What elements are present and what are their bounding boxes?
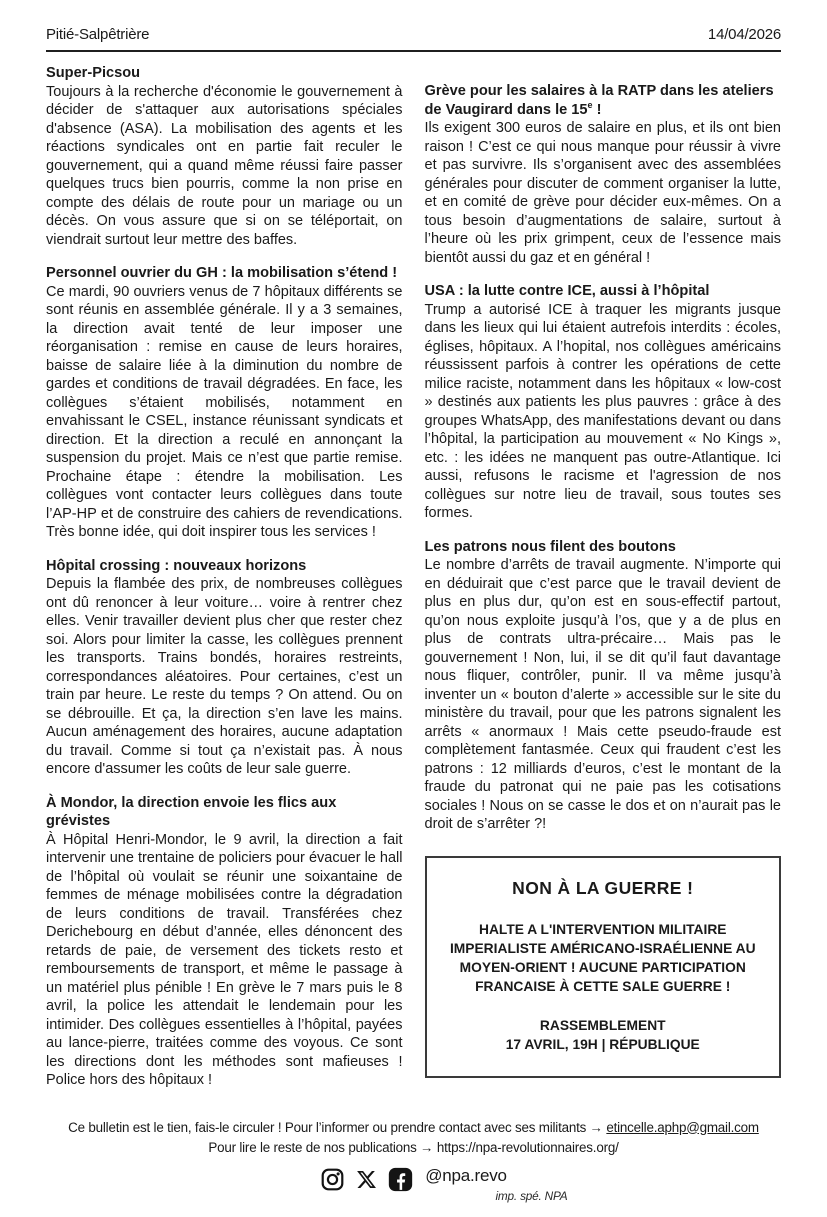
superscript-e: e <box>587 99 593 110</box>
social-icons <box>320 1165 413 1192</box>
left-column <box>46 64 403 1105</box>
section-body: Toujours à la recherche d'économie le gouvernement à décider de s'attaquer aux autorisations spéciales d'absence (ASA). La mobilisation des agents et les réactions syndicales ont en partie fait reculer le gouvernement, qui a quand même réussi faire passer quelques trucs bien pourris, comme la non prise en compte des délais de route pour un mariage ou un décès. On vous assure que si on se téléportait, on viendrait surtout leur mettre des baffes. <box>46 83 403 248</box>
news-section-ratp <box>425 82 782 267</box>
news-section-usa-ice <box>425 282 782 523</box>
war-box-rally <box>439 1016 768 1054</box>
section-body: Ce mardi, 90 ouvriers venus de 7 hôpitaux différents se sont réunis en assemblée générale. Il y a 3 semaines, la direction avait tenté de leur imposer une réorganisation : remise en cause de leurs horaires, baisse de salaire liée à la diminution du nombre de gardes et conditions de travail dégradées. En face, les collègues s’étaient mobilisés, notamment en envahissant le CSEL, instance réunissant syndicats et direction. Et la direction a reculé en annonçant la suspension du projet. Mais ce n’est que partie remise. Prochaine étape : étendre la mobilisation. Les collègues vont contacter leurs collègues dans toute l’AP-HP et de construire des cahiers de revendications. Très bonne idée, qui doit inspirer tous les services ! <box>46 283 403 540</box>
rally-date-place: 17 AVRIL, 19H | RÉPUBLIQUE <box>505 1036 700 1052</box>
right-column <box>425 64 782 1105</box>
news-section-patrons <box>425 538 782 834</box>
section-heading: Hôpital crossing : nouveaux horizons <box>46 557 307 574</box>
facebook-icon[interactable] <box>388 1167 413 1192</box>
section-body: Ils exigent 300 euros de salaire en plus, et ils ont bien raison ! C’est ce qui nous manque pour réussir à vivre et pas survivre. Ils s’organisent avec des assemblées générales pour discuter de comment organiser la lutte, et en comité de grève pour décider eux-mêmes. On a tous besoin d’augmentations de salaire, surtout à l’heure où les prix grimpent, ceux de l’essence mais bientôt aussi du gaz et en général ! <box>424 120 781 266</box>
war-box-title: NON À LA GUERRE ! <box>512 877 694 898</box>
section-heading: Les patrons nous filent des boutons <box>424 538 676 555</box>
social-handle: @npa.revo <box>425 1165 507 1185</box>
section-body: Trump a autorisé ICE à traquer les migrants jusque dans les lieux qui lui étaient autrefois interdits : écoles, églises, hôpitaux. A l’hopital, nos collègues américains réussissent parfois à contrer les opérations de cette milice raciste, notamment dans les hôpitaux « low-cost » destinés aux patients les plus pauvres : grâce à des groupes WhatsApp, des manifestations devant ou dans l’hôpital, la participation au mouvement « No Kings », etc. : les idées ne manquent pas outre-Atlantique. Ici aussi, refusons le racisme et l'agression de nos collègues sur notre lieu de travail, sous toutes ses formes. <box>424 301 781 521</box>
instagram-icon[interactable] <box>320 1167 345 1192</box>
section-heading: Super-Picsou <box>46 65 141 81</box>
imprint-note: imp. spé. NPA <box>495 1188 568 1203</box>
footer-note-line2: Pour lire le reste de nos publications → https://npa-revolutionnaires.org/ <box>208 1139 619 1155</box>
rally-label: RASSEMBLEMENT <box>539 1017 666 1033</box>
section-body: Depuis la flambée des prix, de nombreuses collègues ont dû renoncer à leur voiture… voire à rentrer chez elles. Venir travailler devient plus cher que rester chez soi. Alors pour limiter la casse, les collègues prennent les transports. Trains bondés, horaires restreints, correspondances aléatoires. Pour certaines, c’est un train par heure. Le reste du temps ? On attend. Ou on se débrouille. Et ça, la direction s’en lave les mains. Aucun aménagement des horaires, aucune adaptation du travail. Comme si tout ça n’existait pas. À nous encore d'assumer les coûts de leur sale guerre. <box>46 576 403 777</box>
document-title: Pitié-Salpêtrière <box>46 26 150 43</box>
news-section-mondor <box>46 794 403 1090</box>
footer-email-link[interactable]: etincelle.aphp@gmail.com <box>606 1119 759 1135</box>
footer-site-link[interactable]: https://npa-revolutionnaires.org/ <box>436 1139 619 1155</box>
masthead <box>46 26 781 52</box>
x-icon[interactable] <box>356 1169 377 1190</box>
document-date: 14/04/2026 <box>707 26 781 43</box>
footer-note-line1: Ce bulletin est le tien, fais-le circuler ! Pour l’informer ou prendre contact avec ses militants → etincelle.aphp@gmail.com <box>68 1119 759 1135</box>
section-body: À Hôpital Henri-Mondor, le 9 avril, la direction a fait intervenir une trentaine de policiers pour évacuer le hall de l’hôpital où voulait se réunir une soixantaine de femmes de ménage mobilisées contre la dégradation de leurs conditions de travail. Transférées chez Derichebourg en début d’année, elles dénoncent des retards de paie, de versement des tickets resto et remboursements de transport, et même le passage à un matériel plus pénible ! En grève le 7 mars puis le 8 avril, la police les attendait le lendemain pour les intimider. Des collègues essentielles à l’hôpital, payées au lance-pierre, traitées comme des voyous. Ce sont les directions dont les méthodes sont mafieuses ! Police hors des hôpitaux ! <box>46 831 403 1088</box>
news-section-super-picsou <box>46 64 403 249</box>
news-section-personnel-ouvrier <box>46 264 403 542</box>
footer <box>46 1118 781 1217</box>
section-heading: Grève pour les salaires à la RATP dans les ateliers de Vaugirard dans le 15e ! <box>424 83 774 118</box>
section-heading: À Mondor, la direction envoie les flics aux grévistes <box>46 794 337 829</box>
columns <box>46 64 781 1105</box>
war-announcement-box <box>425 856 782 1078</box>
section-body: Le nombre d’arrêts de travail augmente. N’importe qui en déduirait que c’est parce que le travail devient de plus en plus dur, qu’on est en sous-effectif partout, qu’on nous exploite jusqu’à l’os, que y a de plus en plus de contrats ultra-précaire… Mais pas le gouvernement ! Non, lui, il se dit qu’il faut davantage nous fliquer, contrôler, punir. Il va même jusqu’à inventer un « bouton d’alerte » accessible sur le site du ministère du travail, pour que les patrons signalent les arrêts « anormaux ! Mais cette pseudo-fraude est complètement fantasmée. Ceux qui fraudent c’est les patrons : 12 milliards d’euros, c’est le montant de la fraude du patronat qui ne paie pas les cotisations sociales ! Nous on se casse le dos et on n’aurait pas le droit de s’arrêter ?! <box>424 557 781 832</box>
war-box-body: HALTE A L'INTERVENTION MILITAIRE IMPERIALISTE AMÉRICANO-ISRAÉLIENNE AU MOYEN-ORIENT ! AUCUNE PARTICIPATION FRANCAISE À CETTE SALE GUERRE ! <box>449 921 756 994</box>
section-heading: USA : la lutte contre ICE, aussi à l’hôpital <box>424 283 710 299</box>
section-heading: Personnel ouvrier du GH : la mobilisation s’étend ! <box>46 265 398 281</box>
news-section-hopital-crossing <box>46 557 403 779</box>
social-row <box>46 1165 781 1217</box>
